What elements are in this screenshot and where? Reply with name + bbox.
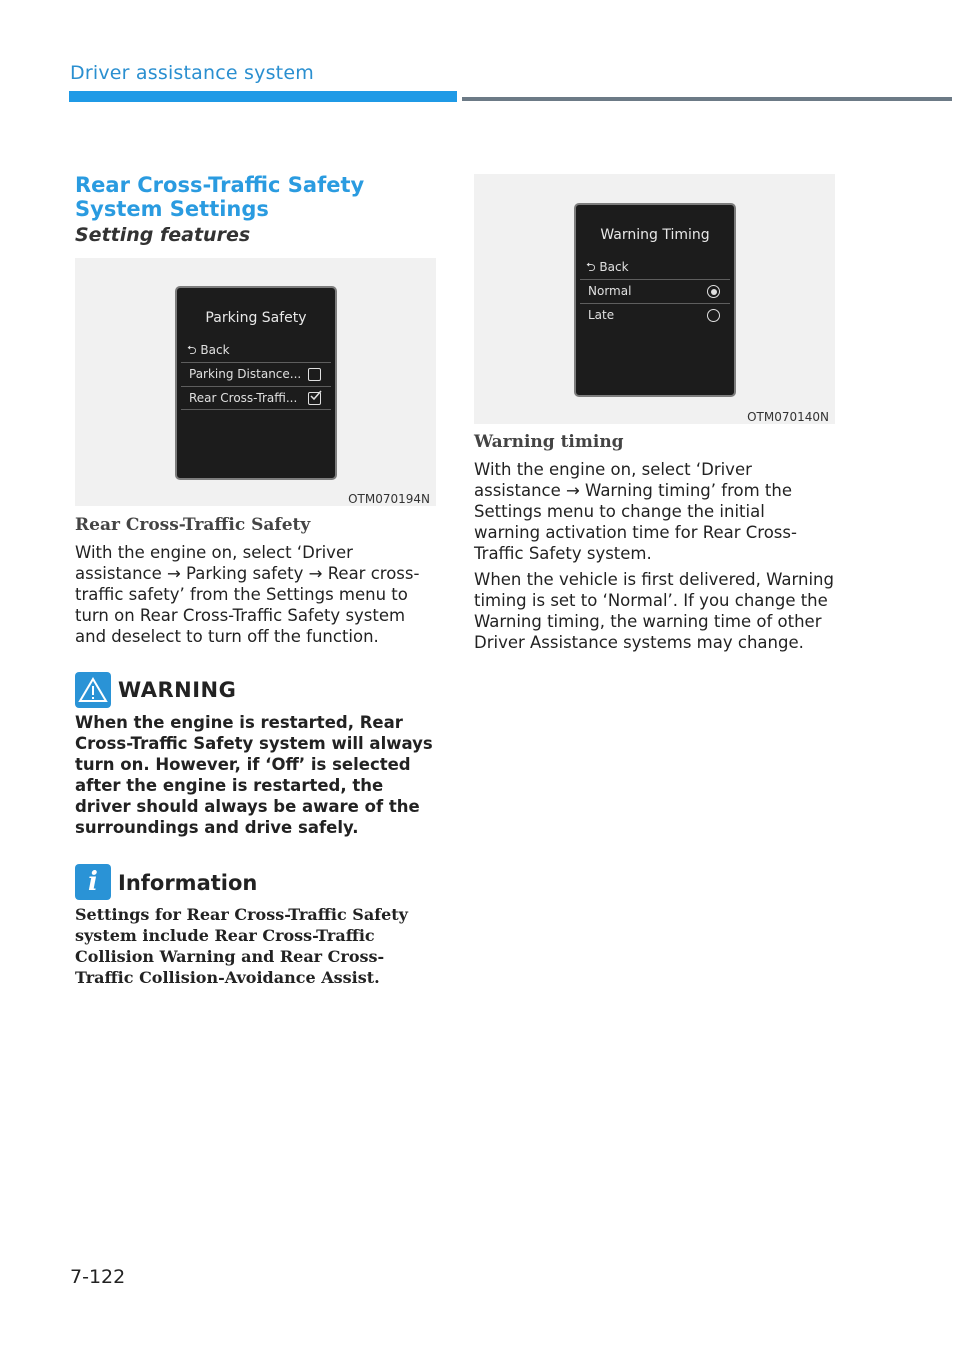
figure-code: OTM070140N	[747, 410, 829, 424]
back-item: ⮌ Back	[187, 343, 230, 357]
cluster-screen	[175, 286, 337, 480]
menu-row-label: Normal	[588, 284, 632, 298]
menu-row-rear-cross-traffic	[181, 386, 331, 410]
paragraph-body: With the engine on, select ‘Driver assistance → Warning timing’ from the Settings menu to change the initial warning activation time for Rear Cross-Traffic Safety system.	[474, 460, 797, 563]
header-rule	[462, 97, 952, 101]
info-icon: i	[75, 864, 111, 900]
checkbox-unchecked-icon	[308, 368, 321, 381]
figure-parking-safety	[75, 258, 436, 506]
menu-row-label: Rear Cross-Traffi...	[189, 391, 298, 405]
menu-row-normal	[580, 279, 730, 302]
page-number: 7-122	[70, 1266, 126, 1288]
warning-label: WARNING	[118, 678, 237, 702]
header-accent-bar	[69, 91, 457, 102]
information-label: Information	[118, 871, 258, 895]
screen-title: Warning Timing	[600, 227, 710, 243]
figure-code: OTM070194N	[348, 492, 430, 506]
section-subtitle: Setting features	[75, 224, 251, 246]
paragraph-body: With the engine on, select ‘Driver assistance → Parking safety → Rear cross-traffic safety’ from the Settings menu to turn on Rear Cross-Traffic Safety system and deselect to turn off the function.	[75, 543, 420, 646]
checkbox-checked-icon	[308, 392, 321, 405]
menu-row-label: Parking Distance...	[189, 367, 302, 381]
cluster-screen	[574, 203, 736, 397]
figure-warning-timing	[474, 174, 835, 424]
warning-text: When the engine is restarted, Rear Cross-Traffic Safety system will always turn on. However, if ‘Off’ is selected after the engine is restarted, the driver should always be aware of the surroundings and drive safely.	[75, 713, 433, 837]
paragraph-heading: Warning timing	[474, 432, 624, 452]
paragraph-body: When the vehicle is first delivered, Warning timing is set to ‘Normal’. If you change the Warning timing, the warning time of other Driver Assistance systems may change.	[474, 570, 834, 652]
chapter-title: Driver assistance system	[70, 62, 314, 84]
section-title: Rear Cross-Traffic Safety System Settings	[75, 173, 365, 221]
information-text: Settings for Rear Cross-Traffic Safety system include Rear Cross-Traffic Collision Warning and Rear Cross-Traffic Collision-Avoidance Assist.	[75, 905, 408, 987]
screen-title: Parking Safety	[205, 310, 307, 326]
radio-unselected-icon	[707, 309, 720, 322]
menu-row-late	[580, 303, 730, 326]
radio-selected-icon	[707, 285, 720, 298]
paragraph-heading: Rear Cross-Traffic Safety	[75, 515, 311, 535]
back-item: ⮌ Back	[586, 260, 629, 274]
menu-row-label: Late	[588, 308, 615, 322]
menu-row-parking-distance	[181, 362, 331, 385]
warning-triangle-icon	[75, 672, 111, 708]
